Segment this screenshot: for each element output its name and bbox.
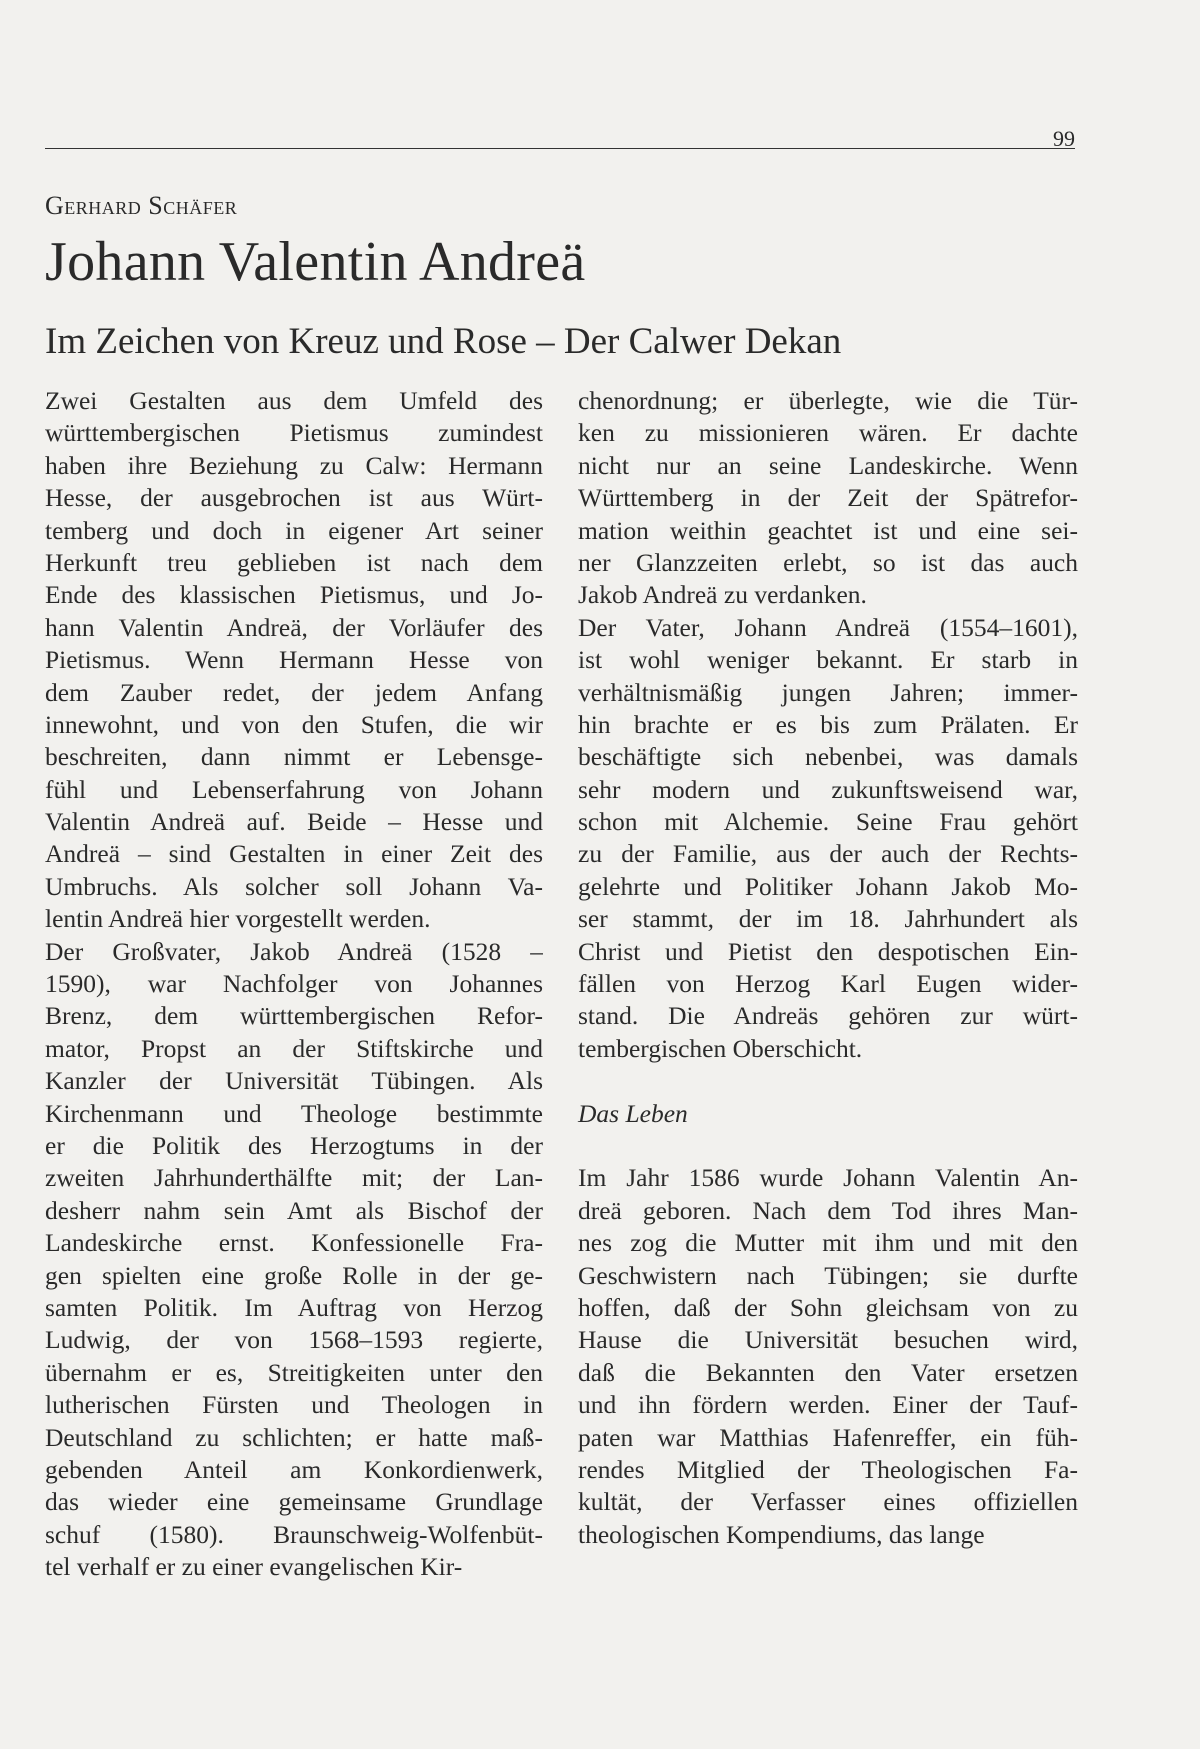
right-column [578, 385, 1078, 1551]
text-line: lentin Andreä hier vorgestellt werden. [45, 904, 431, 934]
right-column-part-2 [578, 1162, 1078, 1551]
text-line: Württemberg in der Zeit der Spätrefor- [578, 483, 1078, 513]
text-line: Zwei Gestalten aus dem Umfeld des [45, 386, 543, 415]
text-line: kultät, der Verfasser eines offiziellen [578, 1487, 1078, 1517]
left-column [45, 385, 543, 1583]
author-name: Gerhard Schäfer [45, 191, 238, 220]
text-line: haben ihre Beziehung zu Calw: Hermann [45, 450, 543, 480]
text-line: zweiten Jahrhunderthälfte mit; der Lan- [45, 1163, 543, 1193]
text-line: fällen von Herzog Karl Eugen wider- [578, 969, 1078, 999]
text-line: Umbruchs. Als solcher soll Johann Va- [45, 871, 543, 901]
text-line: Herkunft treu geblieben ist nach dem [45, 547, 543, 577]
text-line: Christ und Pietist den despotischen Ein- [578, 936, 1078, 966]
text-line: fühl und Lebenserfahrung von Johann [45, 774, 543, 804]
text-line: Landeskirche ernst. Konfessionelle Fra- [45, 1228, 543, 1258]
text-line: ser stammt, der im 18. Jahrhundert als [578, 904, 1078, 934]
text-line: Andreä – sind Gestalten in einer Zeit des [45, 839, 543, 869]
page-number: 99 [1053, 126, 1075, 151]
text-line: theologischen Kompendiums, das lange [578, 1519, 985, 1549]
text-line: beschreiten, dann nimmt er Lebensge- [45, 742, 543, 772]
text-line: Der Vater, Johann Andreä (1554–1601), [578, 612, 1078, 642]
section-heading: Das Leben [578, 1098, 688, 1128]
text-line: Jakob Andreä zu verdanken. [578, 580, 867, 610]
article-subtitle: Im Zeichen von Kreuz und Rose – Der Calwer Dekan [45, 321, 842, 362]
text-line: innewohnt, und von den Stufen, die wir [45, 709, 543, 739]
text-line: Im Jahr 1586 wurde Johann Valentin An- [578, 1163, 1078, 1193]
text-line: Geschwistern nach Tübingen; sie durfte [578, 1260, 1078, 1290]
text-line: schon mit Alchemie. Seine Frau gehört [578, 807, 1078, 837]
text-line: dreä geboren. Nach dem Tod ihres Man- [578, 1195, 1078, 1225]
text-line: schuf (1580). Braunschweig-Wolfenbüt- [45, 1519, 543, 1549]
text-line: Ende des klassischen Pietismus, und Jo- [45, 580, 543, 610]
text-line: lutherischen Fürsten und Theologen in [45, 1390, 543, 1420]
text-line: samten Politik. Im Auftrag von Herzog [45, 1292, 543, 1322]
text-line: daß die Bekannten den Vater ersetzen [578, 1357, 1078, 1387]
text-line: Ludwig, der von 1568–1593 regierte, [45, 1325, 543, 1355]
text-line: nicht nur an seine Landeskirche. Wenn [578, 450, 1078, 480]
text-line: hoffen, daß der Sohn gleichsam von zu [578, 1292, 1078, 1322]
text-line: nes zog die Mutter mit ihm und mit den [578, 1228, 1078, 1258]
text-line: stand. Die Andreäs gehören zur würt- [578, 1001, 1078, 1031]
text-line: beschäftigte sich nebenbei, was damals [578, 742, 1078, 772]
text-line: verhältnismäßig jungen Jahren; immer- [578, 677, 1078, 707]
text-line: gen spielten eine große Rolle in der ge- [45, 1260, 543, 1290]
text-line: rendes Mitglied der Theologischen Fa- [578, 1454, 1078, 1484]
text-line: Pietismus. Wenn Hermann Hesse von [45, 645, 543, 675]
text-line: 1590), war Nachfolger von Johannes [45, 969, 543, 999]
text-line: sehr modern und zukunftsweisend war, [578, 774, 1078, 804]
text-line: und ihn fördern werden. Einer der Tauf- [578, 1390, 1078, 1420]
text-line: er die Politik des Herzogtums in der [45, 1130, 543, 1160]
text-line: hin brachte er es bis zum Prälaten. Er [578, 709, 1078, 739]
text-line: Der Großvater, Jakob Andreä (1528 – [45, 936, 543, 966]
text-line: ist wohl weniger bekannt. Er starb in [578, 645, 1078, 675]
text-line: hann Valentin Andreä, der Vorläufer des [45, 612, 543, 642]
text-line: mation weithin geachtet ist und eine sei- [578, 515, 1078, 545]
text-line: Kanzler der Universität Tübingen. Als [45, 1066, 543, 1096]
text-line: ner Glanzzeiten erlebt, so ist das auch [578, 547, 1078, 577]
article-title: Johann Valentin Andreä [45, 231, 586, 293]
text-line: zu der Familie, aus der auch der Rechts- [578, 839, 1078, 869]
text-line: ken zu missionieren wären. Er dachte [578, 418, 1078, 448]
section-spacer [578, 1130, 1078, 1162]
text-line: Hause die Universität besuchen wird, [578, 1325, 1078, 1355]
text-line: das wieder eine gemeinsame Grundlage [45, 1487, 543, 1517]
text-line: Hesse, der ausgebrochen ist aus Würt- [45, 483, 543, 513]
text-line: Kirchenmann und Theologe bestimmte [45, 1098, 543, 1128]
text-line: desherr nahm sein Amt als Bischof der [45, 1195, 543, 1225]
text-line: gebenden Anteil am Konkordienwerk, [45, 1454, 543, 1484]
text-line: Valentin Andreä auf. Beide – Hesse und [45, 807, 543, 837]
text-line: chenordnung; er überlegte, wie die Tür- [578, 386, 1078, 415]
header-rule [45, 148, 1075, 149]
text-line: mator, Propst an der Stiftskirche und [45, 1033, 543, 1063]
text-line: gelehrte und Politiker Johann Jakob Mo- [578, 871, 1078, 901]
text-line: paten war Matthias Hafenreffer, ein füh- [578, 1422, 1078, 1452]
section-spacer [578, 1065, 1078, 1097]
text-line: tembergischen Oberschicht. [578, 1033, 863, 1063]
text-line: Deutschland zu schlichten; er hatte maß- [45, 1422, 543, 1452]
right-column-part-1 [578, 385, 1078, 1065]
text-line: tel verhalf er zu einer evangelischen Kir- [45, 1552, 463, 1582]
text-line: Brenz, dem württembergischen Refor- [45, 1001, 543, 1031]
text-line: württembergischen Pietismus zumindest [45, 418, 543, 448]
text-line: temberg und doch in eigener Art seiner [45, 515, 543, 545]
text-line: übernahm er es, Streitigkeiten unter den [45, 1357, 543, 1387]
text-line: dem Zauber redet, der jedem Anfang [45, 677, 543, 707]
